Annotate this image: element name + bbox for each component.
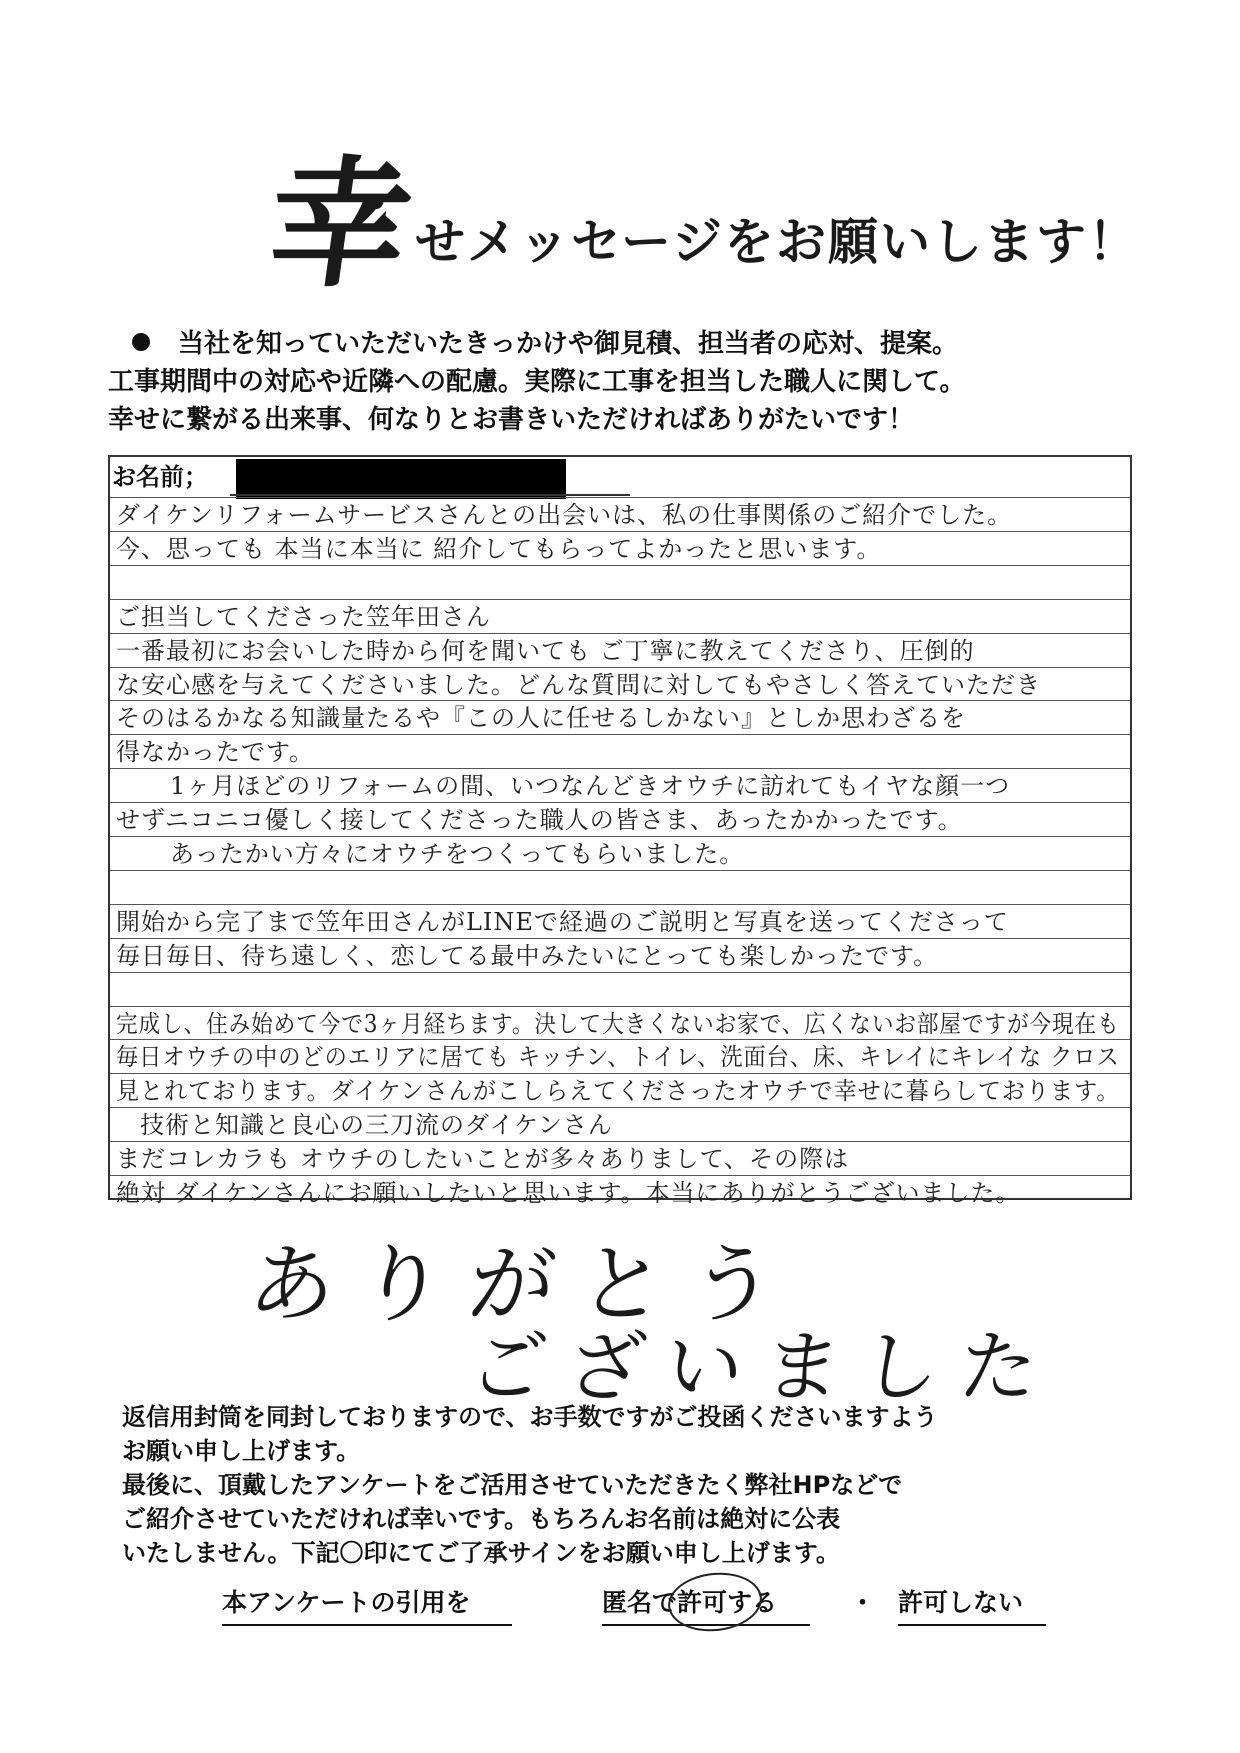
rule-line — [110, 734, 1130, 735]
permission-separator: ・ — [850, 1588, 876, 1617]
message-line: そのはるかなる知識量たるや『この人に任せるしかない』としか思わざるを — [116, 704, 966, 733]
intro-line: 当社を知っていただいたきっかけや御見積、担当者の応対、提案。 — [108, 325, 1138, 363]
rule-line — [110, 904, 1130, 905]
closing-line: いたしません。下記〇印にてご了承サインをお願い申し上げます。 — [122, 1539, 840, 1567]
rule-line — [110, 1107, 1130, 1108]
message-line: 得なかったです。 — [116, 738, 315, 767]
rule-line — [110, 1175, 1130, 1176]
closing-line: 最後に、頂戴したアンケートをご活用させていただきたく弊社HPなどで — [122, 1471, 903, 1499]
rule-line — [110, 1006, 1130, 1007]
message-line: 一番最初にお会いした時から何を聞いても ご丁寧に教えてくださり、圧倒的 — [116, 636, 975, 665]
message-line: 毎日オウチの中のどのエリアに居ても キッチン、トイレ、洗面台、床、キレイにキレイな クロス — [116, 1043, 1120, 1072]
rule-line — [110, 531, 1130, 532]
permission-option-deny[interactable]: 許可しない — [898, 1588, 1024, 1617]
title-text: せメッセージをお願いします！ — [415, 213, 1140, 271]
bullet-icon — [132, 333, 150, 351]
rule-line — [110, 938, 1130, 939]
title-brush-char: 幸 — [258, 143, 422, 307]
intro-line: 工事期間中の対応や近隣への配慮。実際に工事を担当した職人に関して。 — [108, 367, 966, 397]
thanks-line-2: ございました — [464, 1323, 1063, 1413]
rule-line — [110, 972, 1130, 973]
message-line: 今、思っても 本当に本当に 紹介してもらってよかったと思います。 — [116, 534, 882, 563]
rule-line — [110, 1039, 1130, 1040]
message-line: 1ヶ月ほどのリフォームの間、いつなんどきオウチに訪れてもイヤな顔一つ — [170, 772, 1011, 801]
closing-line: お願い申し上げます。 — [122, 1437, 361, 1465]
closing-text — [122, 1400, 1142, 1570]
message-line: ご担当してくださった笠年田さん — [116, 602, 491, 631]
permission-option-deny-underline — [898, 1624, 1046, 1626]
rule-line — [110, 768, 1130, 769]
name-row — [110, 457, 1130, 497]
message-line: ダイケンリフォームサービスさんとの出会いは、私の仕事関係のご紹介でした。 — [116, 501, 1013, 529]
closing-line: 返信用封筒を同封しておりますので、お手数ですがご投函くださいますよう — [122, 1403, 938, 1431]
name-label: お名前； — [112, 463, 208, 491]
rule-line — [110, 836, 1130, 837]
message-line: 開始から完了まで笠年田さんがLINEで経過のご説明と写真を送ってくださって — [116, 907, 1009, 936]
intro-text — [108, 325, 1138, 439]
closing-line: ご紹介させていただければ幸いです。もちろんお名前は絶対に公表 — [122, 1505, 841, 1533]
message-line: な安心感を与えてくださいました。どんな質問に対してもやさしく答えていただき — [116, 670, 1041, 699]
permission-label-underline — [222, 1624, 512, 1626]
rule-line — [110, 599, 1130, 600]
rule-line — [110, 870, 1130, 871]
intro-line: 幸せに繋がる出来事、何なりとお書きいただければありがたいです！ — [108, 405, 915, 435]
rule-line — [110, 700, 1130, 701]
permission-option-anonymous[interactable]: 匿名で許可する — [602, 1588, 778, 1617]
rule-line — [110, 667, 1130, 668]
permission-row — [0, 1583, 1240, 1633]
rule-line — [110, 565, 1130, 566]
name-underline — [230, 494, 630, 496]
rule-line — [110, 633, 1130, 634]
redacted-name — [236, 459, 566, 499]
message-line: 技術と知識と良心の三刀流のダイケンさん — [140, 1111, 613, 1140]
rule-line — [110, 1073, 1130, 1074]
page-title — [258, 143, 1140, 307]
rule-line — [110, 1141, 1130, 1142]
message-line: 完成し、住み始めて今で3ヶ月経ちます。決して大きくないお家で、広くないお部屋ですが今現在も — [116, 1009, 1120, 1038]
thanks-line-1: ありがとう — [243, 1235, 805, 1335]
message-line: 絶対 ダイケンさんにお願いしたいと思います。本当にありがとうございました。 — [116, 1179, 1021, 1207]
message-box — [108, 455, 1132, 1207]
message-line: せずニコニコ優しく接してくださった職人の皆さま、あったかかったです。 — [116, 806, 963, 835]
message-line: 見とれております。ダイケンさんがこしらえてくださったオウチで幸せに暮らしております。 — [116, 1077, 1121, 1106]
rule-line — [110, 802, 1130, 803]
message-line: あったかい方々にオウチをつくってもらいました。 — [170, 840, 745, 868]
message-line: まだコレカラも オウチのしたいことが多々ありまして、その際は — [116, 1145, 850, 1174]
permission-label: 本アンケートの引用を — [222, 1588, 471, 1617]
message-line: 毎日毎日、待ち遠しく、恋してる最中みたいにとっても楽しかったです。 — [116, 941, 939, 970]
